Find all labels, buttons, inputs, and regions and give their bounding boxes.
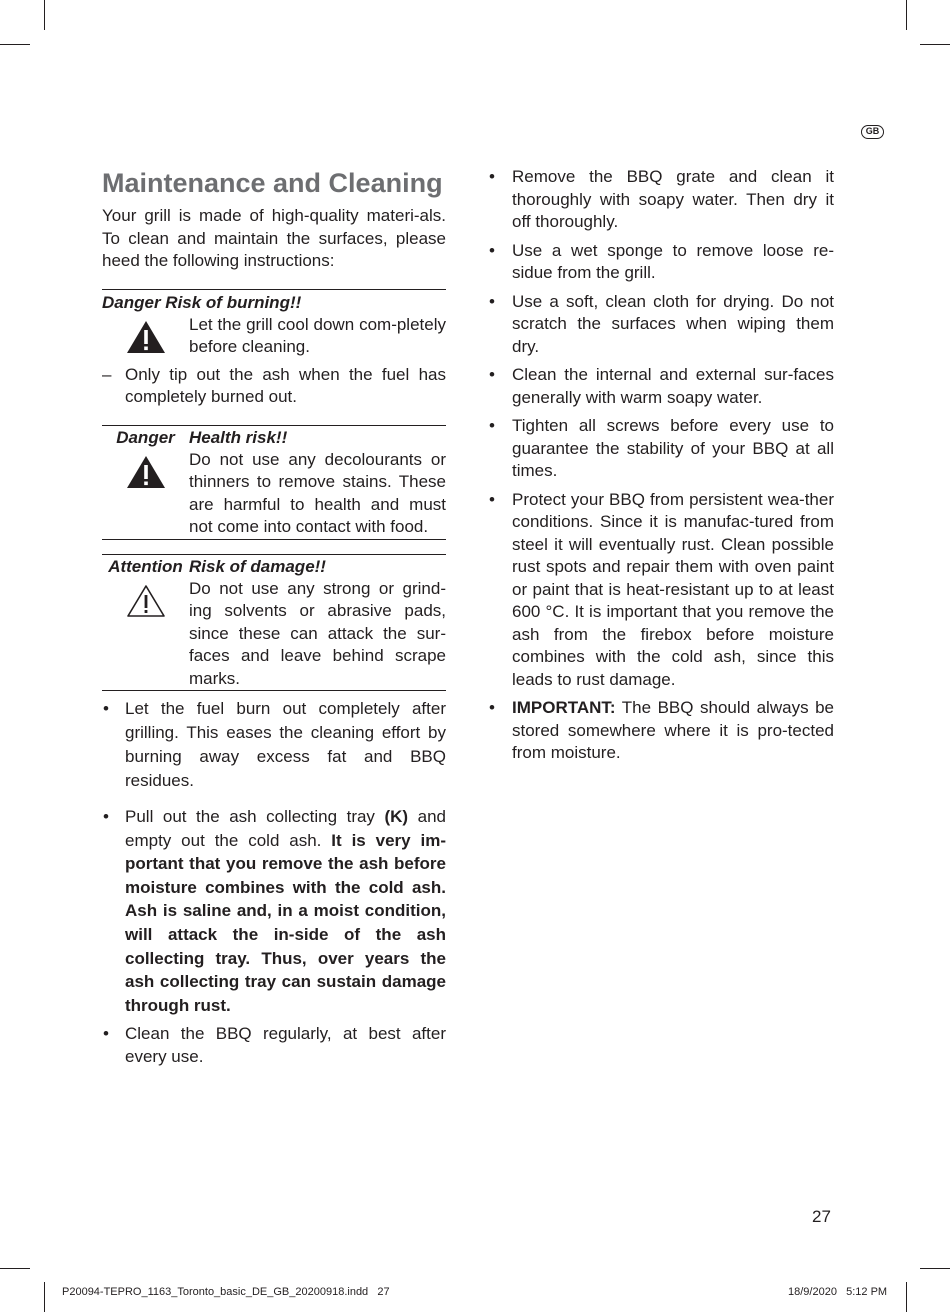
bullet-list bbox=[488, 166, 834, 765]
crop-mark bbox=[906, 1282, 907, 1312]
warning-text: Do not use any decolourants or thinners to remove stains. These are harmful to health and must not come into contact with food. bbox=[189, 449, 446, 536]
crop-mark bbox=[920, 44, 950, 45]
crop-mark bbox=[920, 1268, 950, 1269]
intro-paragraph: Your grill is made of high-quality materi-als. To clean and maintain the surfaces, please heed the following instructions: bbox=[102, 206, 446, 270]
list-item: • Protect your BBQ from persistent wea-ther conditions. Since it is manufac-tured from steel it will eventually rust. Clean possible rust spots and repair them with oven paint or paint that is heat-resistant up to at least 600 °C. It is important that you remove the ash from the firebox before moisture combines with the cold ash, since this leads to rust damage. bbox=[488, 489, 834, 692]
crop-mark bbox=[44, 0, 45, 30]
warning-text: Let the grill cool down com-pletely before cleaning. bbox=[189, 314, 446, 356]
section-title: Maintenance and Cleaning bbox=[102, 168, 443, 198]
warning-damage bbox=[102, 554, 446, 692]
list-item: • IMPORTANT: The BBQ should always be stored somewhere where it is pro-tected from moisture. bbox=[488, 697, 834, 765]
right-column bbox=[488, 166, 834, 765]
crop-mark bbox=[0, 44, 30, 45]
language-badge: GB bbox=[861, 125, 884, 139]
footer-date: 18/9/2020 5:12 PM bbox=[788, 1286, 888, 1298]
warning-health bbox=[102, 425, 446, 540]
warning-label: Danger bbox=[116, 427, 175, 447]
page-number: 27 bbox=[812, 1207, 831, 1226]
bullet-list bbox=[102, 697, 446, 1068]
footer-file-info: P20094-TEPRO_1163_Toronto_basic_DE_GB_20200918.indd 27 bbox=[62, 1286, 390, 1298]
warning-triangle-filled-icon bbox=[102, 314, 189, 359]
list-item: • Remove the BBQ grate and clean it thoroughly with soapy water. Then dry it off thoroughly. bbox=[488, 166, 834, 234]
list-item: • Clean the internal and external sur-faces generally with warm soapy water. bbox=[488, 364, 834, 409]
list-item: • Use a wet sponge to remove loose re-sidue from the grill. bbox=[488, 240, 834, 285]
dash-list bbox=[102, 364, 446, 409]
crop-mark bbox=[0, 1268, 30, 1269]
warning-triangle-filled-icon bbox=[102, 449, 189, 539]
warning-burning bbox=[102, 289, 446, 359]
left-column bbox=[102, 166, 446, 1068]
warning-triangle-outline-icon bbox=[102, 578, 189, 691]
warning-heading: Danger Risk of burning!! bbox=[102, 292, 302, 312]
list-item: – Only tip out the ash when the fuel has completely burned out. bbox=[102, 364, 446, 409]
list-item: • Use a soft, clean cloth for drying. Do not scratch the surfaces when wiping them dry. bbox=[488, 291, 834, 359]
list-item: • Clean the BBQ regularly, at best after every use. bbox=[102, 1023, 446, 1068]
list-item: • Tighten all screws before every use to guarantee the stability of your BBQ at all times. bbox=[488, 415, 834, 483]
crop-mark bbox=[44, 1282, 45, 1312]
list-item: • Pull out the ash collecting tray (K) and empty out the cold ash. It is very im-portant that you remove the ash before moisture combines with the cold ash. Ash is saline and, in a moist condition, will attack the in-side of the ash collecting tray. Thus, over years the ash collecting tray can sustain damage through rust. bbox=[102, 805, 446, 1017]
warning-text: Do not use any strong or grind-ing solvents or abrasive pads, since these can attack the sur-faces and leave behind scrape marks. bbox=[189, 578, 446, 688]
crop-mark bbox=[906, 0, 907, 30]
list-item: • Let the fuel burn out completely after grilling. This eases the cleaning effort by burning away excess fat and BBQ residues. bbox=[102, 697, 446, 793]
warning-heading: Risk of damage!! bbox=[189, 556, 326, 576]
warning-label: Attention bbox=[108, 556, 183, 576]
warning-heading: Health risk!! bbox=[189, 427, 288, 447]
important-label: IMPORTANT: bbox=[512, 698, 616, 717]
